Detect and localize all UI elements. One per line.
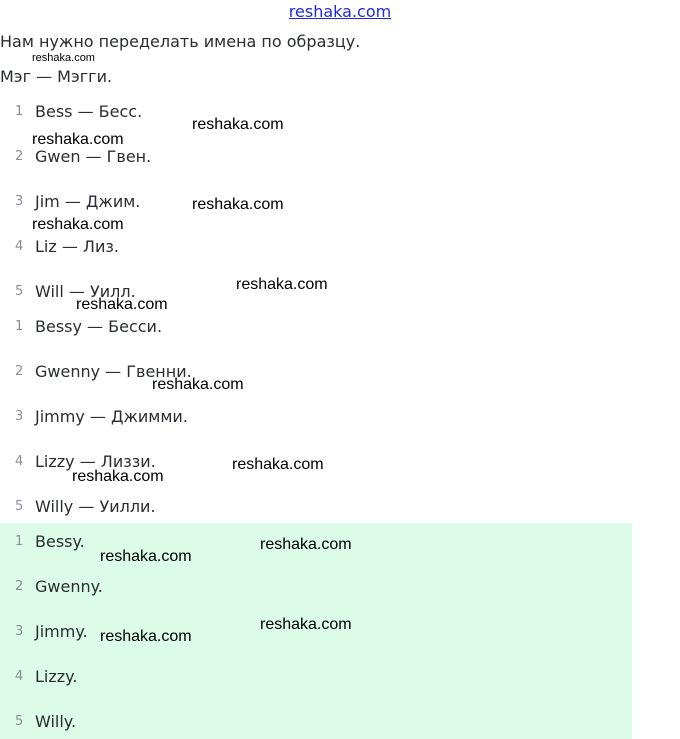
item-text: Gwenny. [35, 577, 103, 596]
item-text: Will — Уилл. [35, 282, 136, 301]
watermark: reshaka.com [192, 116, 284, 133]
item-number: 2 [15, 364, 24, 379]
item-text: Lizzy — Лиззи. [35, 452, 156, 471]
task-instruction: Нам нужно переделать имена по образцу. [0, 32, 361, 51]
item-text: Liz — Лиз. [35, 237, 119, 256]
watermark: reshaka.com [76, 296, 168, 313]
item-text: Bessy. [35, 532, 85, 551]
watermark: reshaka.com [236, 276, 328, 293]
item-number: 1 [15, 319, 24, 334]
item-number: 1 [15, 534, 24, 549]
watermark: reshaka.com [72, 468, 164, 485]
item-text: Jim — Джим. [35, 192, 141, 211]
item-number: 5 [15, 284, 24, 299]
item-text: Willy. [35, 712, 77, 731]
item-text: Jimmy. [35, 622, 88, 641]
item-text: Bess — Бесс. [35, 102, 143, 121]
task-example: Мэг — Мэгги. [0, 67, 113, 86]
item-text: Jimmy — Джимми. [35, 407, 188, 426]
item-text: Bessy — Бесси. [35, 317, 163, 336]
item-text: Willy — Уилли. [35, 497, 156, 516]
item-number: 2 [15, 149, 24, 164]
item-text: Gwenny — Гвенни. [35, 362, 192, 381]
item-number: 2 [15, 579, 24, 594]
header-link[interactable]: reshaka.com [288, 2, 392, 21]
item-text: Lizzy. [35, 667, 78, 686]
watermark: reshaka.com [192, 196, 284, 213]
item-number: 5 [15, 714, 24, 729]
watermark: reshaka.com [32, 52, 95, 64]
item-number: 4 [15, 454, 24, 469]
item-number: 4 [15, 669, 24, 684]
item-number: 3 [15, 409, 24, 424]
item-number: 1 [15, 104, 24, 119]
watermark: reshaka.com [100, 548, 192, 565]
watermark: reshaka.com [32, 131, 124, 148]
watermark: reshaka.com [100, 628, 192, 645]
watermark: reshaka.com [32, 216, 124, 233]
item-number: 5 [15, 499, 24, 514]
watermark: reshaka.com [232, 456, 324, 473]
item-text: Gwen — Гвен. [35, 147, 152, 166]
item-number: 3 [15, 624, 24, 639]
item-number: 3 [15, 194, 24, 209]
watermark: reshaka.com [260, 536, 352, 553]
watermark: reshaka.com [152, 376, 244, 393]
watermark: reshaka.com [260, 616, 352, 633]
item-number: 4 [15, 239, 24, 254]
